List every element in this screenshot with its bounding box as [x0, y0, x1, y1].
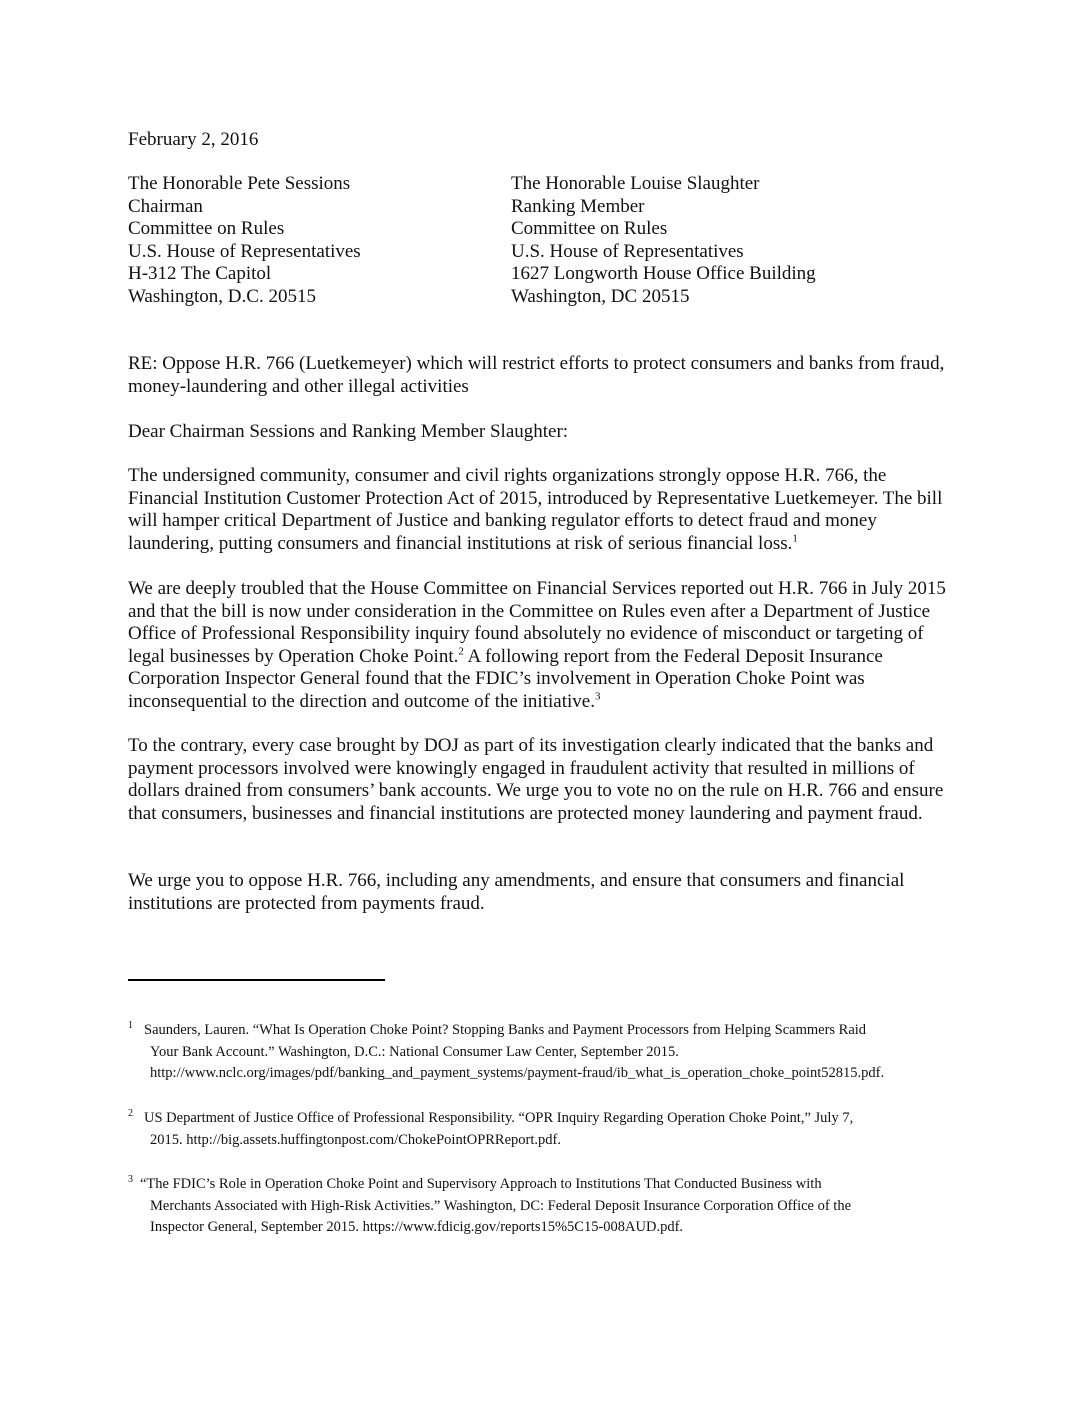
letter-date: February 2, 2016: [128, 129, 259, 150]
footnote-line: “The FDIC’s Role in Operation Choke Point and Supervisory Approach to Institutions That Conducted Business with: [140, 1176, 822, 1192]
footnote-3: [128, 1174, 968, 1239]
recipient-left-line: H-312 The Capitol: [128, 263, 272, 284]
footnote-ref-1: 1: [792, 532, 798, 545]
footnote-ref-2: 2: [458, 645, 464, 658]
recipient-right-line: U.S. House of Representatives: [511, 240, 744, 262]
paragraph-4: We urge you to oppose H.R. 766, including any amendments, and ensure that consumers and financial institutions are protected from payments fraud.: [128, 870, 905, 914]
recipient-right-line: 1627 Longworth House Office Building: [511, 263, 816, 284]
footnote-line: Your Bank Account.” Washington, D.C.: National Consumer Law Center, September 2015.: [150, 1043, 679, 1060]
re-line: RE: Oppose H.R. 766 (Luetkemeyer) which will restrict efforts to protect consumers and banks from fraud, money-laundering and other illegal activities: [128, 353, 945, 397]
paragraph-1: [128, 465, 958, 555]
salutation: Dear Chairman Sessions and Ranking Member Slaughter:: [128, 421, 569, 442]
recipient-left-line: Committee on Rules: [128, 218, 285, 239]
footnote-line: Saunders, Lauren. “What Is Operation Choke Point? Stopping Banks and Payment Processors from Helping Scammers Raid: [144, 1022, 867, 1038]
footnote-line: Merchants Associated with High-Risk Activities.” Washington, DC: Federal Deposit Insurance Corporation Office of the: [150, 1197, 852, 1214]
paragraph-3: To the contrary, every case brought by DOJ as part of its investigation clearly indicated that the banks and payment processors involved were knowingly engaged in fraudulent activity that resulted in millions of dollars drained from consumers’ bank accounts. We urge you to vote no on the rule on H.R. 766 and ensure that consumers, businesses and financial institutions are protected money laundering and payment fraud.: [128, 735, 944, 824]
recipient-left-line: Chairman: [128, 195, 203, 217]
paragraph-1-text: The undersigned community, consumer and civil rights organizations strongly oppose H.R. 766, the Financial Institution Customer Protection Act of 2015, introduced by Representative Luetkemeyer. The bill will hamper critical Department of Justice and banking regulator efforts to detect fraud and money laundering, putting consumers and financial institutions at risk of serious financial loss.: [128, 465, 943, 554]
recipient-left-line: The Honorable Pete Sessions: [128, 173, 351, 194]
recipient-right-line: Committee on Rules: [511, 218, 668, 239]
recipient-address-left: [128, 173, 498, 308]
recipient-left-line: Washington, D.C. 20515: [128, 285, 316, 307]
footnote-2: [128, 1108, 968, 1151]
recipient-right-line: Washington, DC 20515: [511, 285, 690, 307]
recipient-address-right: [511, 173, 951, 308]
paragraph-2-text-a: We are deeply troubled that the House Committee on Financial Services reported out H.R. 766 in July 2015 and that the bill is now under consideration in the Committee on Rules even after a Department of Justice Office of Professional Responsibility inquiry found absolutely no evidence of misconduct or targeting of legal businesses by Operation Choke Point.: [128, 578, 946, 667]
footnote-ref-3: 3: [594, 690, 601, 703]
footnote-number: 1: [128, 1020, 133, 1031]
paragraph-2-text-b: A following report from the Federal Deposit Insurance Corporation Inspector General found that the FDIC’s involvement in Operation Choke Point was inconsequential to the direction and outcome of the initiative.: [128, 645, 883, 712]
footnote-divider: [128, 979, 385, 981]
footnote-1: [128, 1020, 968, 1085]
footnote-number: 3: [128, 1174, 133, 1185]
recipient-right-line: The Honorable Louise Slaughter: [511, 173, 760, 194]
recipient-right-line: Ranking Member: [511, 195, 645, 217]
recipient-left-line: U.S. House of Representatives: [128, 240, 361, 262]
footnote-line: Inspector General, September 2015. https://www.fdicig.gov/reports15%5C15-008AUD.pdf.: [150, 1219, 684, 1235]
footnote-line: http://www.nclc.org/images/pdf/banking_and_payment_systems/payment-fraud/ib_what_is_operation_choke_point52815.pdf.: [150, 1065, 885, 1081]
footnote-number: 2: [128, 1108, 133, 1119]
footnote-line: 2015. http://big.assets.huffingtonpost.com/ChokePointOPRReport.pdf.: [150, 1131, 561, 1148]
paragraph-2: [128, 578, 958, 714]
footnote-line: US Department of Justice Office of Professional Responsibility. “OPR Inquiry Regarding Operation Choke Point,” July 7,: [144, 1110, 854, 1126]
